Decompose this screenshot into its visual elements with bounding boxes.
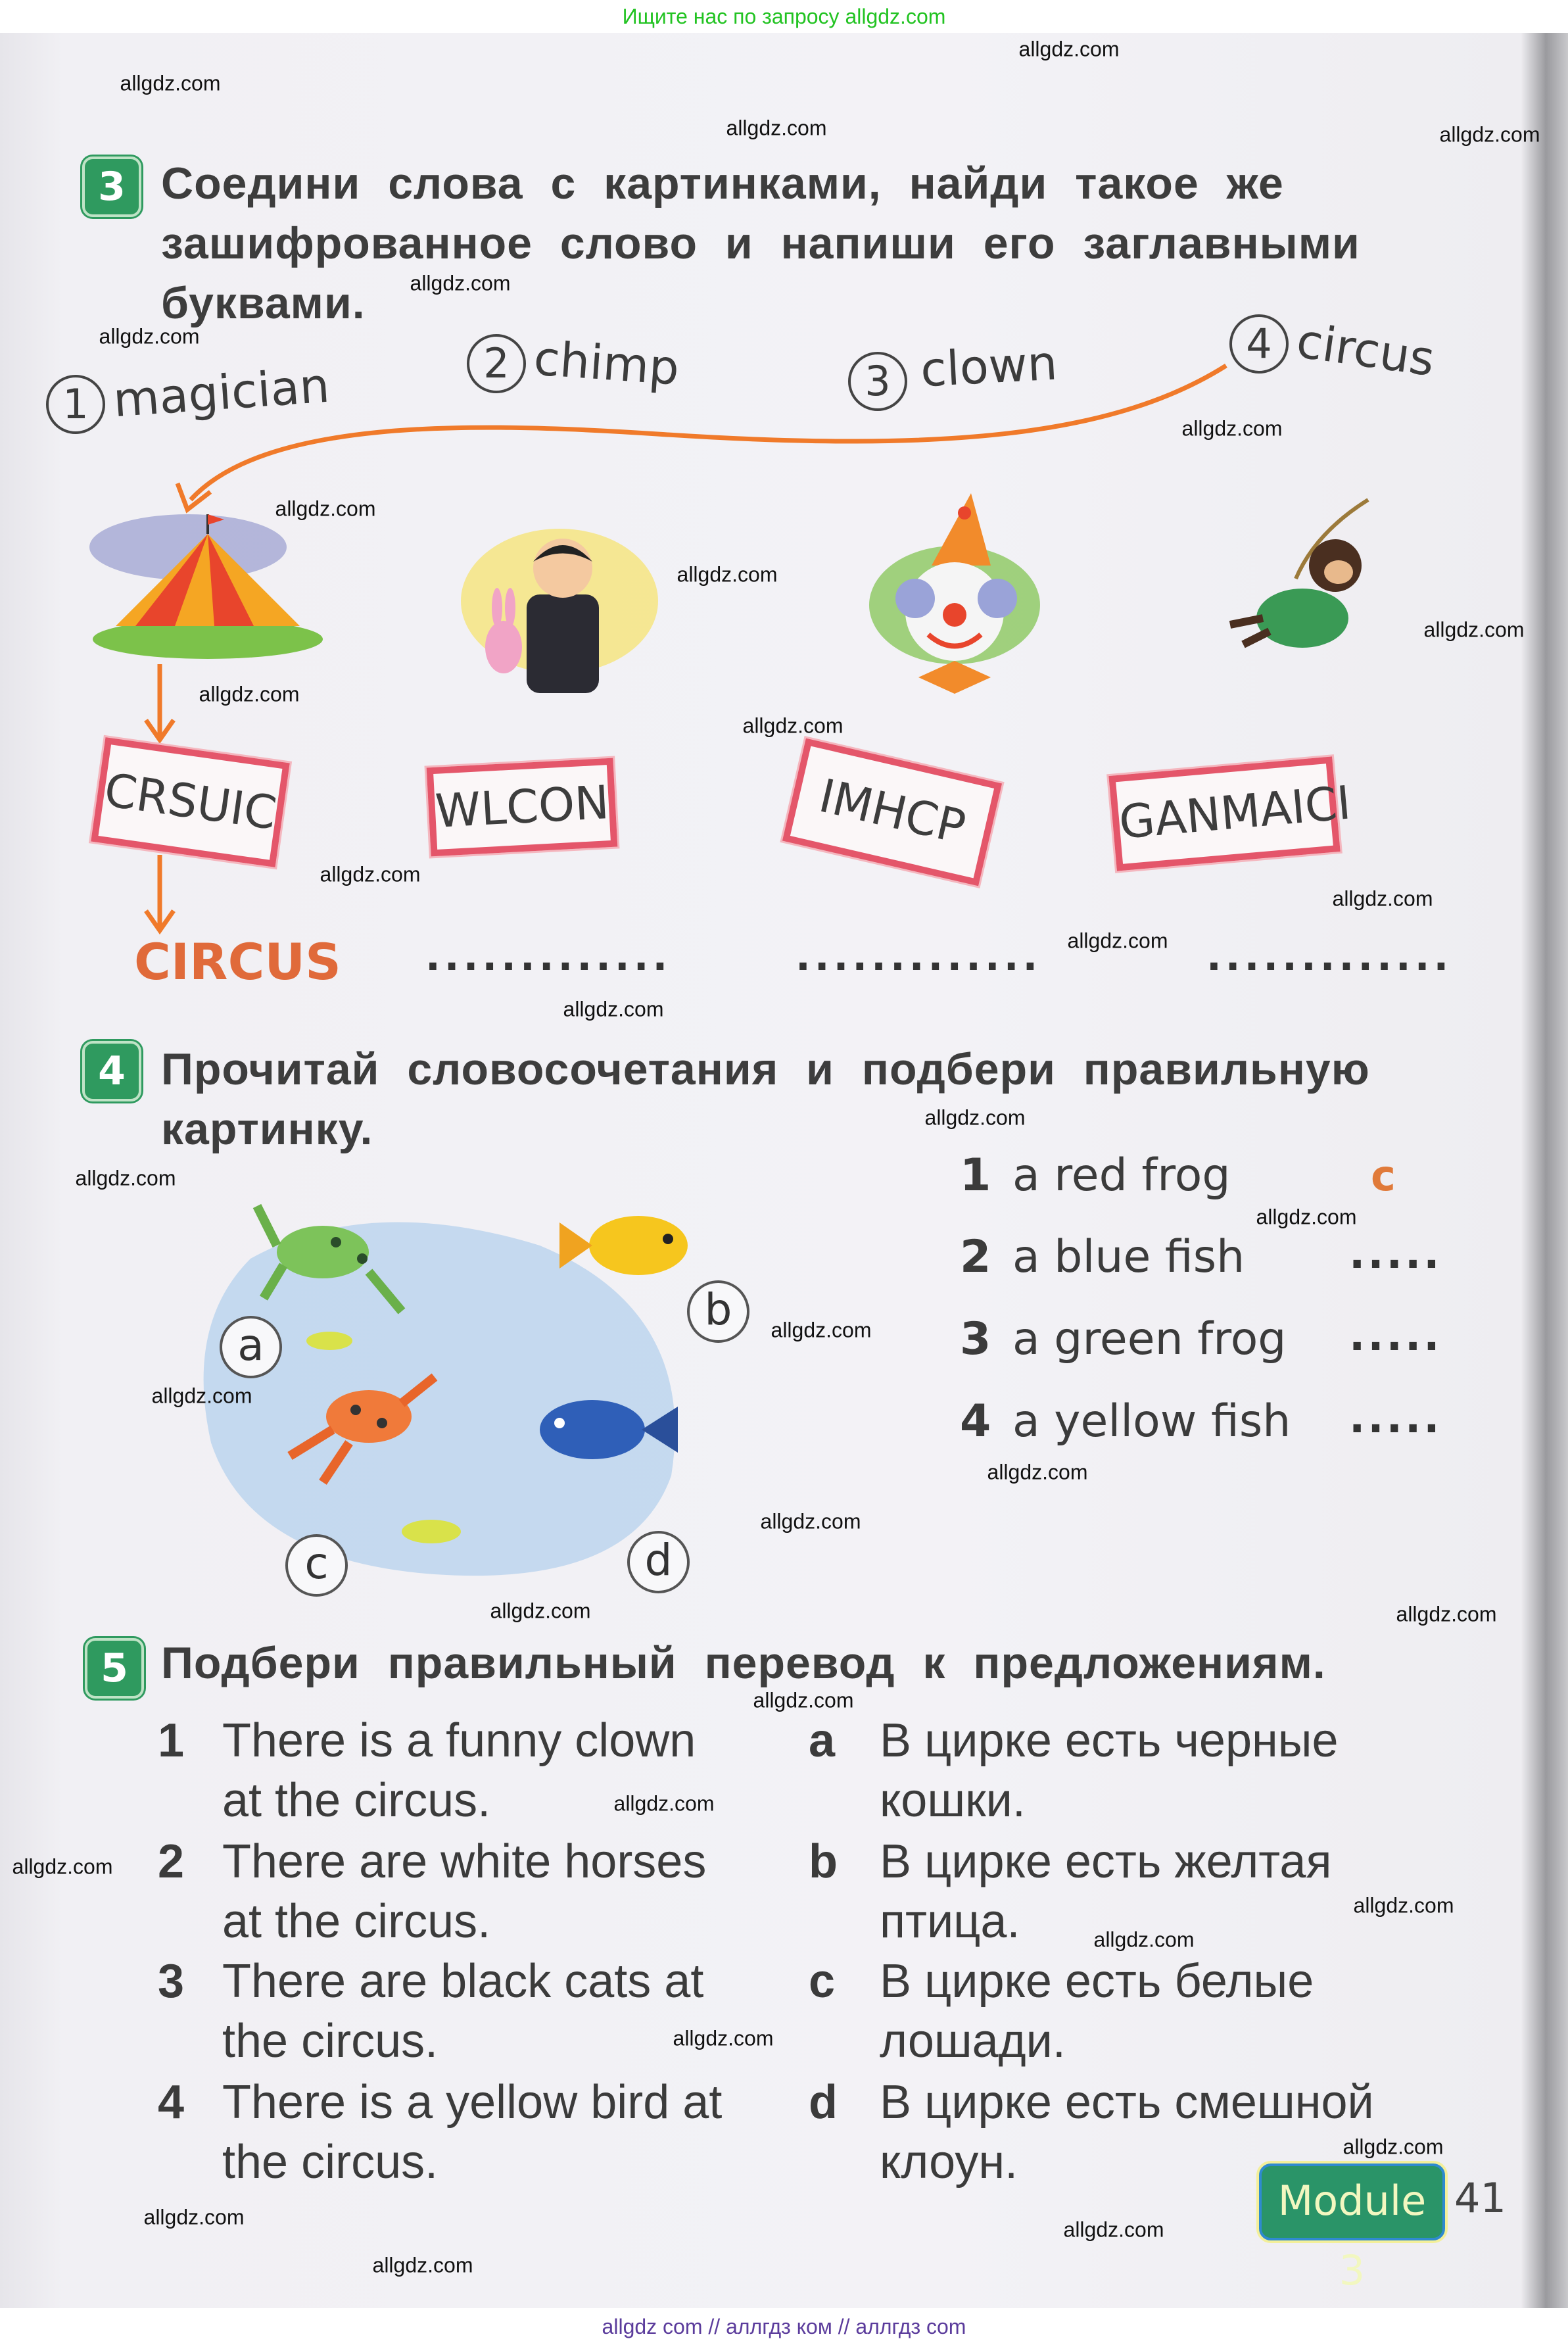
phrase-number: 3 — [960, 1313, 991, 1365]
watermark: allgdz.com — [1256, 1205, 1357, 1229]
module-badge: Module 3 — [1259, 2164, 1445, 2240]
watermark: allgdz.com — [1018, 37, 1120, 61]
watermark: allgdz.com — [1332, 886, 1433, 911]
answer-circus: CIRCUS — [134, 932, 341, 991]
answer-blank[interactable]: ............. — [425, 934, 672, 980]
sentence-line: at the circus. — [222, 1774, 491, 1827]
watermark: allgdz.com — [613, 1791, 715, 1816]
translation-letter: a — [809, 1714, 836, 1767]
watermark: allgdz.com — [1342, 2135, 1444, 2159]
phrase-text: a blue fish — [1012, 1231, 1245, 1283]
picture-label-b: b — [687, 1280, 749, 1343]
watermark: allgdz.com — [563, 997, 664, 1021]
arrow-down-1 — [146, 664, 174, 740]
scrambled-word-box: IMHCP — [782, 738, 1002, 886]
sentence-number: 3 — [158, 1955, 185, 2008]
phrase-text: a green frog — [1012, 1313, 1287, 1365]
watermark: allgdz.com — [771, 1318, 872, 1342]
translation-line: птица. — [880, 1895, 1020, 1948]
scrambled-word-box: WLCON — [427, 758, 618, 857]
sentence-line: There is a yellow bird at — [222, 2076, 723, 2129]
picture-label-c: c — [285, 1534, 348, 1597]
chimp-picture — [1217, 493, 1414, 690]
arrow-down-2 — [146, 855, 174, 931]
circus-tent-picture — [89, 508, 326, 659]
picture-label-a: a — [220, 1316, 282, 1378]
watermark: allgdz.com — [1439, 122, 1540, 147]
sentence-line: the circus. — [222, 2136, 439, 2188]
picture-label-d: d — [627, 1531, 690, 1593]
page-number: 41 — [1454, 2174, 1506, 2222]
phrase-item — [960, 1313, 1286, 1365]
word-number-1: 1 — [46, 375, 105, 434]
watermark: allgdz.com — [742, 713, 843, 738]
translation-letter: b — [809, 1835, 838, 1888]
exercise-3-title-line: буквами. — [161, 278, 366, 328]
exercise-4-title-line: Прочитай словосочетания и подбери правильную — [161, 1044, 1370, 1094]
phrase-text: a yellow fish — [1012, 1395, 1291, 1447]
exercise-5-title: Подбери правильный перевод к предложениям. — [161, 1638, 1326, 1688]
word-circus: circus — [1293, 312, 1438, 387]
watermark: allgdz.com — [987, 1460, 1088, 1484]
exercise-3-badge: 3 — [82, 157, 141, 217]
top-banner: Ищите нас по запросу allgdz.com — [0, 0, 1568, 33]
clown-picture — [866, 493, 1047, 704]
sentence-line: There are white horses — [222, 1835, 707, 1888]
phrase-item — [960, 1395, 1291, 1447]
phrase-item — [960, 1231, 1245, 1283]
watermark: allgdz.com — [753, 1688, 854, 1712]
watermark: allgdz.com — [490, 1599, 591, 1623]
watermark: allgdz.com — [924, 1105, 1026, 1130]
watermark: allgdz.com — [12, 1854, 113, 1879]
translation-line: В цирке есть черные — [880, 1714, 1339, 1767]
scrambled-word-box: CRSUIC — [91, 737, 290, 867]
exercise-4-badge: 4 — [82, 1041, 141, 1101]
sentence-line: at the circus. — [222, 1895, 491, 1948]
exercise-4-title-line: картинку. — [161, 1104, 373, 1154]
watermark: allgdz.com — [372, 2253, 473, 2277]
phrase-number: 1 — [960, 1149, 991, 1201]
sentence-line: There are black cats at — [222, 1955, 704, 2008]
word-number-2: 2 — [467, 334, 526, 393]
word-number-4: 4 — [1229, 314, 1289, 374]
watermark: allgdz.com — [673, 2026, 774, 2050]
sentence-line: the circus. — [222, 2015, 439, 2067]
magician-picture — [448, 516, 665, 703]
watermark: allgdz.com — [410, 271, 511, 295]
watermark: allgdz.com — [1093, 1927, 1195, 1952]
translation-line: лошади. — [880, 2015, 1066, 2067]
connector-circus-line — [191, 366, 1226, 500]
translation-line: В цирке есть смешной — [880, 2076, 1374, 2129]
exercise-5-badge: 5 — [85, 1638, 144, 1699]
translation-line: В цирке есть желтая — [880, 1835, 1332, 1888]
translation-letter: c — [809, 1955, 836, 2008]
watermark: allgdz.com — [1067, 929, 1168, 953]
exercise-3-title-line: Соедини слова с картинками, найди такое же — [161, 158, 1284, 208]
translation-line: В цирке есть белые — [880, 1955, 1314, 2008]
translation-line: кошки. — [880, 1774, 1026, 1827]
translation-line: клоун. — [880, 2136, 1018, 2188]
watermark: allgdz.com — [760, 1509, 861, 1534]
sentence-number: 4 — [158, 2076, 185, 2129]
watermark: allgdz.com — [677, 562, 778, 587]
watermark: allgdz.com — [1063, 2217, 1164, 2242]
watermark: allgdz.com — [1353, 1893, 1454, 1918]
phrase-number: 4 — [960, 1395, 991, 1447]
word-number-3: 3 — [848, 352, 907, 411]
exercise-3-title-line: зашифрованное слово и напиши его заглавными — [161, 218, 1360, 268]
watermark: allgdz.com — [726, 116, 827, 140]
bottom-banner: allgdz com // аллгдз ком // аллгдз com — [0, 2308, 1568, 2342]
scrambled-word-box: GANMAICI — [1108, 756, 1340, 871]
answer-blank[interactable]: ............. — [796, 934, 1042, 980]
word-chimp: chimp — [532, 330, 681, 396]
watermark: allgdz.com — [1423, 617, 1525, 642]
watermark: allgdz.com — [1396, 1602, 1497, 1626]
phrase-answer-blank[interactable]: ..... — [1349, 1230, 1442, 1278]
watermark: allgdz.com — [143, 2205, 245, 2229]
word-magician: magician — [111, 357, 331, 428]
phrase-answer-blank[interactable]: ..... — [1349, 1394, 1442, 1443]
watermark: allgdz.com — [120, 71, 221, 95]
phrase-answer: c — [1371, 1152, 1398, 1201]
watermark: allgdz.com — [151, 1384, 252, 1408]
watermark: allgdz.com — [320, 862, 421, 886]
phrase-number: 2 — [960, 1231, 991, 1283]
phrase-text: a red frog — [1012, 1149, 1231, 1201]
watermark: allgdz.com — [75, 1166, 176, 1190]
phrase-item — [960, 1149, 1231, 1201]
watermark: allgdz.com — [275, 496, 376, 521]
sentence-number: 2 — [158, 1835, 185, 1888]
watermark: allgdz.com — [99, 324, 200, 349]
phrase-answer-blank[interactable]: ..... — [1349, 1312, 1442, 1361]
watermark: allgdz.com — [1181, 416, 1283, 441]
sentence-number: 1 — [158, 1714, 185, 1767]
sentence-line: There is a funny clown — [222, 1714, 696, 1767]
answer-blank[interactable]: ............. — [1206, 934, 1453, 980]
watermark: allgdz.com — [199, 682, 300, 706]
word-clown: clown — [918, 335, 1059, 398]
translation-letter: d — [809, 2076, 838, 2129]
